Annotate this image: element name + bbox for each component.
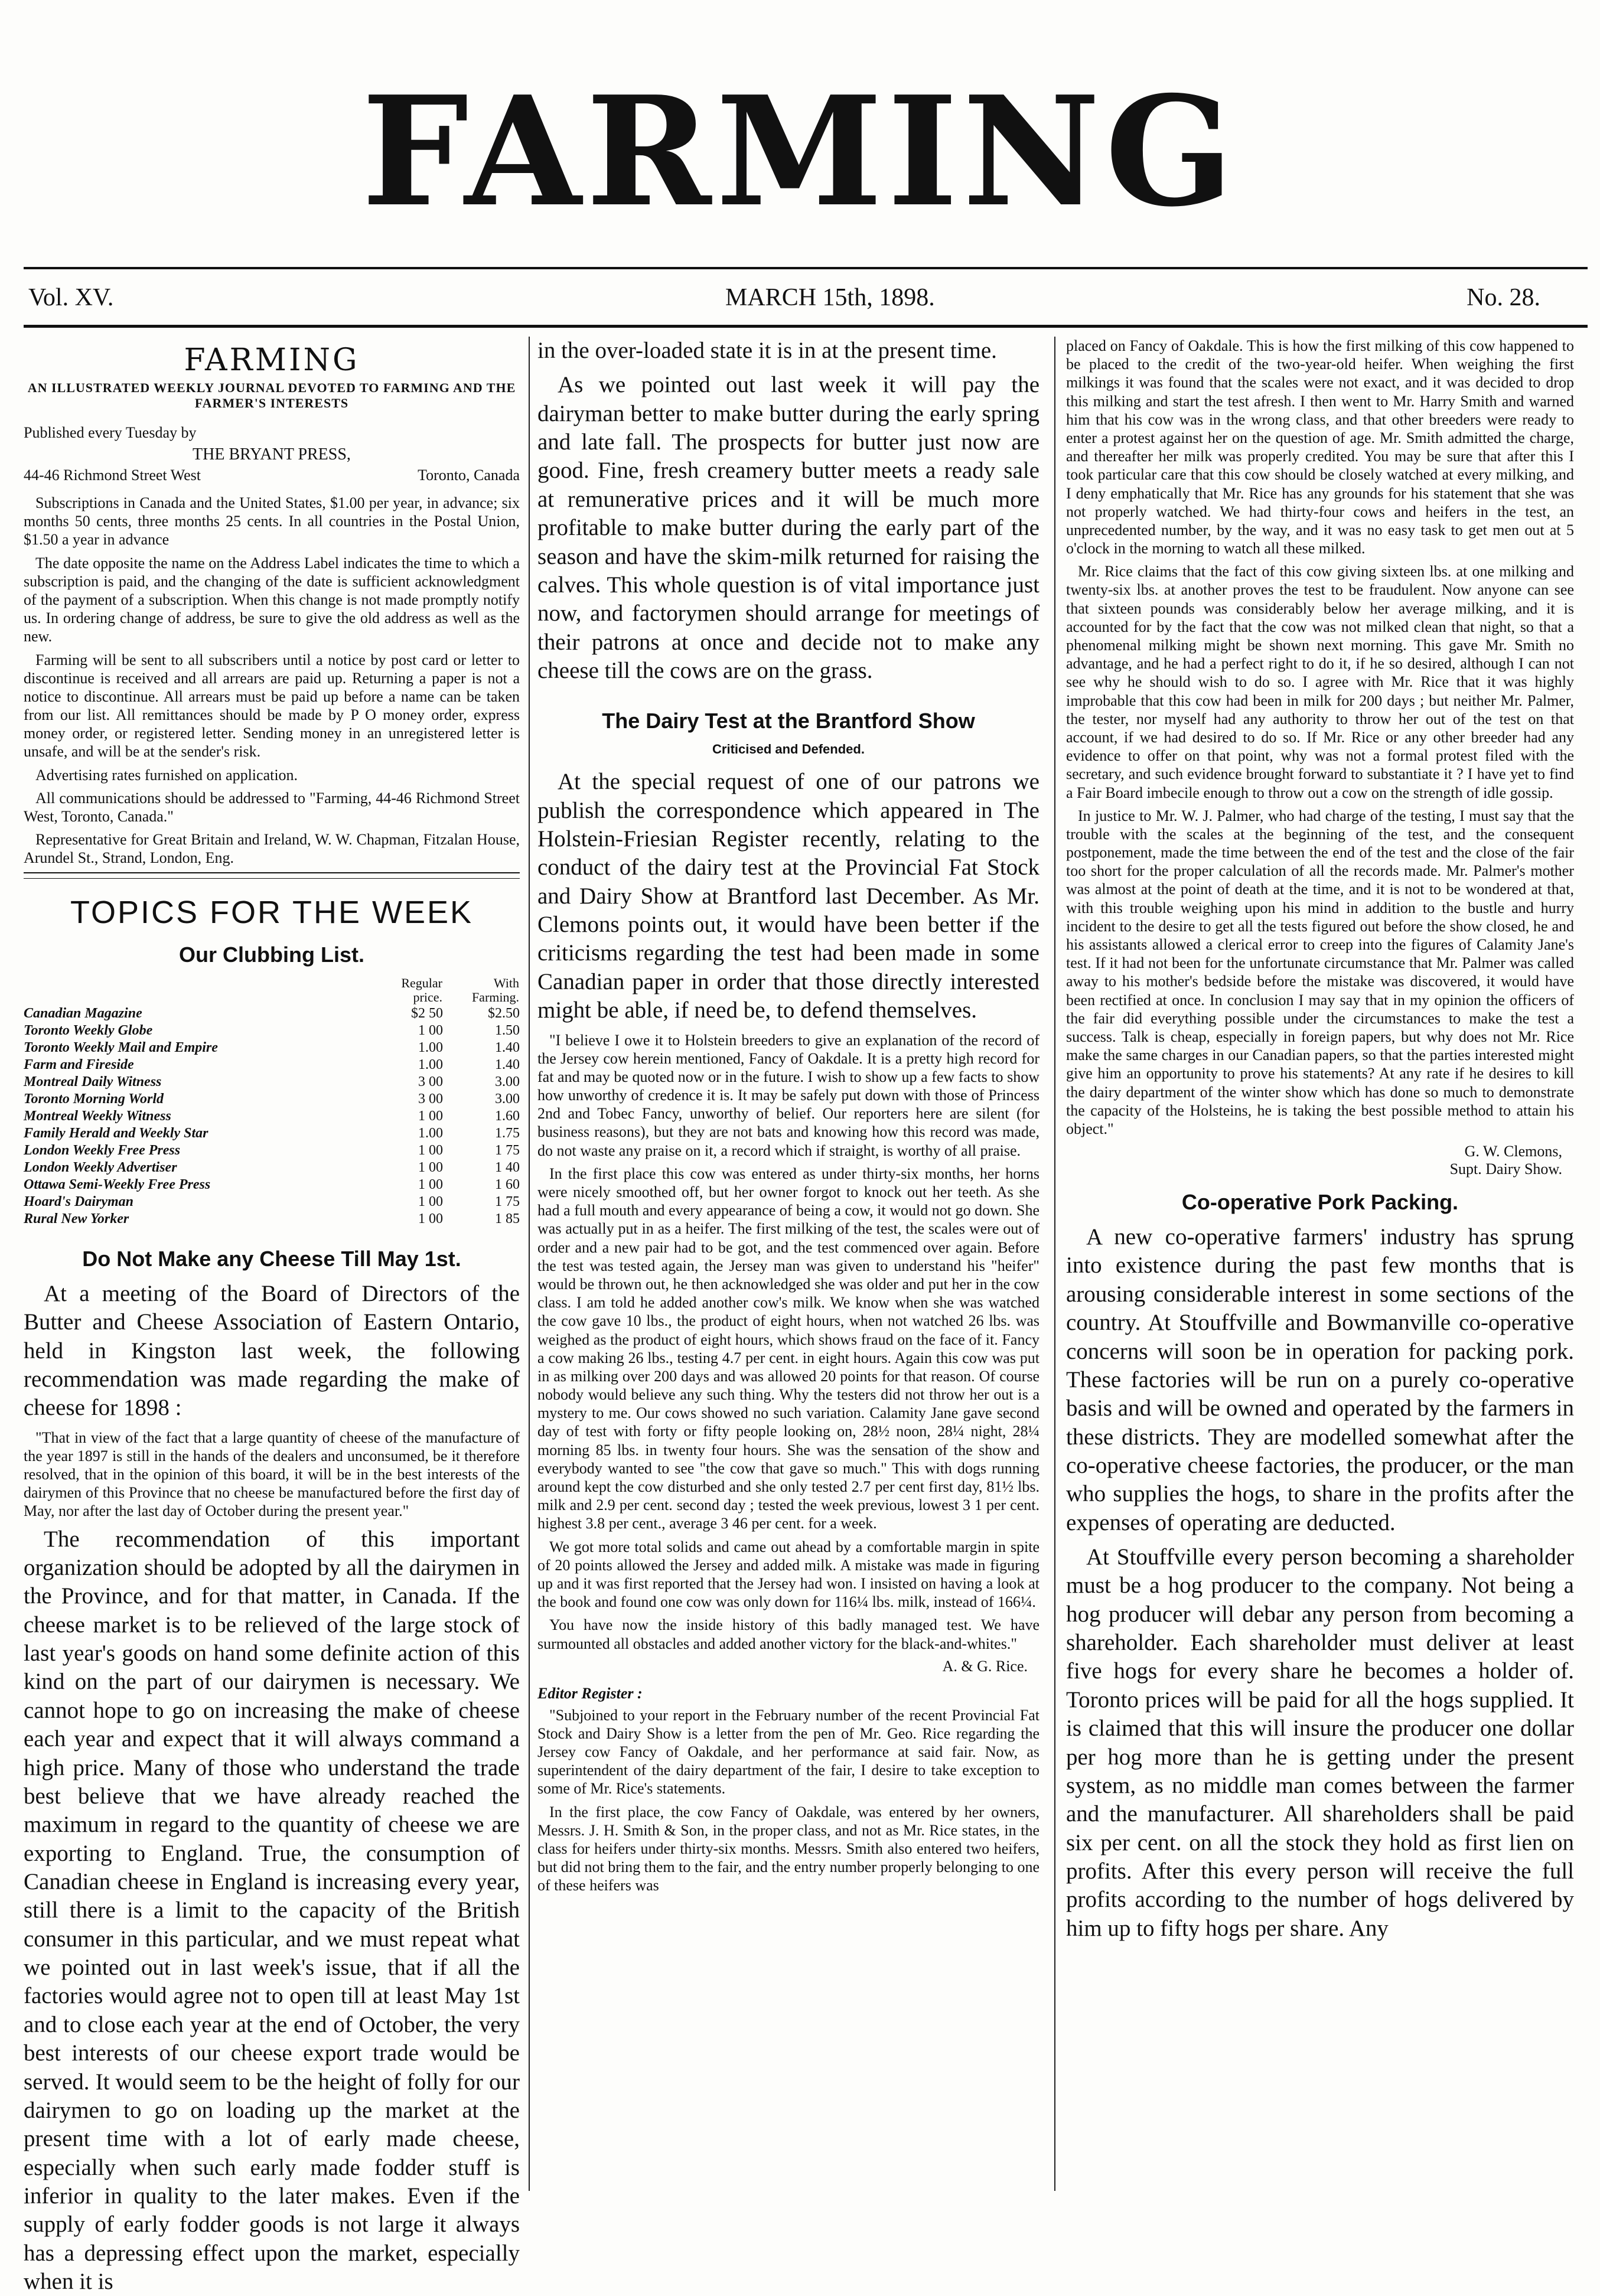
communications-note: All communications should be addressed to "Farming, 44-46 Richmond Street West, Toronto, Canada." bbox=[24, 789, 520, 825]
regular-price: 1 00 bbox=[418, 1159, 443, 1175]
cheese-body: The recommendation of this important organization should be adopted by all the dairymen in the Province, and for that matter, in Canada. If the cheese market is to be relieved of the large stock of last year's goods on hand some definite action of this kind on the part of our dairymen is necessary. We cannot hope to go on increasing the make of cheese each year and expect that it will always command a high price. Many of those who understand the trade best believe that we have already reached the maximum in regard to the quantity of cheese we are exporting to England. True, the consumption of Canadian cheese in England is increasing every year, still there is a limit to the capacity of the British consumer in this particular, and we must repeat what we pointed out in last week's issue, that if all the factories would agree not to open till at least May 1st and to close each year at the end of October, the very best interests of our cheese export trade would be served. It would seem to be the height of folly for our dairymen to go on loading up the market at the present time with a lot of early made cheese, especially when such early made fodder stuff is inferior in quality to the later makes. Even if the supply of early fodder goods is not large it always has a depressing effect upon the market, especially when it is bbox=[24, 1526, 520, 2295]
press-city: Toronto, Canada bbox=[418, 467, 520, 484]
regular-price: 1 00 bbox=[418, 1108, 443, 1124]
publication-name: Toronto Weekly Mail and Empire bbox=[24, 1039, 218, 1055]
column-1 bbox=[24, 337, 520, 2295]
clubbing-row bbox=[24, 1022, 520, 1039]
cheese-butter-paragraph: As we pointed out last week it will pay the dairyman better to make butter during the early spring and late fall. The prospects for butter just now are good. Fine, fresh creamery butter meets a ready sale at remunerative prices and it will be much more profitable to make butter during the early part of the season and have the skim-milk returned for raising the calves. This whole question is of vital importance just now, and factorymen should arrange for meetings of their patrons at once and decide not to make any cheese till the cows are on the grass. bbox=[537, 372, 1039, 683]
column-divider bbox=[1054, 337, 1055, 2191]
top-rule bbox=[24, 267, 1588, 269]
dairy-intro: At the special request of one of our patrons we publish the correspondence which appeared in The Holstein-Friesian Register recently, relating to the conduct of the dairy test at the Provincial Fat Stock and Dairy Show at Brantford last December. As Mr. Clemons points out, it would have been better if the criticisms regarding the test had been made in some Canadian paper in order that those directly interested might be able, if need be, to defend themselves. bbox=[537, 769, 1039, 1023]
with-farming-price: 1.50 bbox=[495, 1022, 520, 1038]
clubbing-row bbox=[24, 1005, 520, 1022]
dateline-rule bbox=[24, 325, 1588, 328]
topics-heading: TOPICS FOR THE WEEK bbox=[70, 894, 474, 930]
volume-number: Vol. XV. bbox=[28, 284, 114, 311]
with-farming-price: 1.75 bbox=[495, 1125, 520, 1141]
cheese-resolution: "That in view of the fact that a large quantity of cheese of the manufacture of the year 1897 is still in the hands of the dealers and unconsumed, be it therefore resolved, that in the opinion of this board, it will be in the best interests of the dairymen of this Province that no cheese be manufactured before the first day of May, nor after the last day of October during the present year." bbox=[24, 1429, 520, 1520]
clubbing-row bbox=[24, 1108, 520, 1125]
press-address bbox=[24, 467, 520, 484]
press-street: 44-46 Richmond Street West bbox=[24, 467, 201, 484]
column-2 bbox=[537, 337, 1039, 2197]
clubbing-row bbox=[24, 1074, 520, 1091]
pork-stouffville: At Stouffville every person becoming a shareholder must be a hog producer to the company. Not being a hog producer will debar any person from becoming a shareholder. Each shareholder must deliver at least five hogs for every share he becomes a holder of. Toronto prices will be paid for all the hogs supplied. It is claimed that this will insure the producer one dollar per hog more than he is getting under the present system, as no middle man comes between the farmer and the manufacturer. All shareholders shall be paid six per cent. on all the stock they hold as first lien on profits. After this every person will receive the full profits according to the number of hogs delivered by him up to fifty hogs per share. Any bbox=[1066, 1544, 1574, 1941]
editor-label: Editor Register : bbox=[537, 1684, 643, 1702]
clemons-letter-3: placed on Fancy of Oakdale. This is how the first milking of this cow happened to be placed to the credit of the two-year-old heifer. When weighing the first milkings it was found that the scales were not exact, and it was decided to drop this milking and start the test afresh. I then went to Mr. Harry Smith and warned him that his cow was in the wrong class, and that other breeders were ready to enter a protest against her on the question of age. Mr. Smith admitted the charge, and thereafter her milk was properly credited. You may be sure that after this I took particular care that this cow should be closely watched at every milking, and I deny emphatically that Mr. Rice has any grounds for his statement that she was not properly watched. We had thirty-four cows and heifers in the test, an unprecedented number, by the way, and it was no easy task to get men out at 5 o'clock in the morning to watch all these milked. bbox=[1066, 337, 1574, 557]
clubbing-table bbox=[24, 976, 520, 1228]
clubbing-heading: Our Clubbing List. bbox=[179, 942, 364, 967]
dairy-subheading: Criticised and Defended. bbox=[712, 742, 865, 757]
issue-date: MARCH 15th, 1898. bbox=[725, 284, 935, 311]
with-farming-price: 1 40 bbox=[495, 1159, 520, 1175]
regular-price: 1.00 bbox=[418, 1039, 443, 1055]
issue-number: No. 28. bbox=[1467, 284, 1540, 311]
dairy-heading: The Dairy Test at the Brantford Show bbox=[602, 709, 975, 733]
clemons-title: Supt. Dairy Show. bbox=[1449, 1160, 1562, 1178]
advertising-note: Advertising rates furnished on application. bbox=[35, 766, 298, 784]
column-divider bbox=[529, 337, 530, 2191]
column-3 bbox=[1066, 337, 1574, 2197]
rice-letter-1: "I believe I owe it to Holstein breeders to give an explanation of the record of the Jersey cow herein mentioned, Fancy of Oakdale. It is a pretty high record for fat and may be quoted now or in the future. I wish to show up a few facts to show how unworthy of credence it is. It may be safely put down with those of Princess 2nd and Tobec Fancy, unworthy of belief. Our reporters here are silent (for business reasons), but they are not bats and knowing how this record was made, do not waste any praise on it, a record which if straight, is worthy of all praise. bbox=[537, 1031, 1039, 1159]
clubbing-row bbox=[24, 1039, 520, 1056]
subscription-rates: Subscriptions in Canada and the United States, $1.00 per year, in advance; six months 50 cents, three months 25 cents. In all countries in the Postal Union, $1.50 a year in advance bbox=[24, 494, 520, 549]
publication-name: Rural New Yorker bbox=[24, 1211, 129, 1227]
with-farming-price: 1.40 bbox=[495, 1056, 520, 1072]
clubbing-row bbox=[24, 1125, 520, 1142]
col-with: With Farming. bbox=[471, 975, 519, 1004]
regular-price: $2 50 bbox=[411, 1005, 443, 1021]
published-line: Published every Tuesday by bbox=[24, 424, 197, 441]
with-farming-price: 1 75 bbox=[495, 1142, 520, 1158]
rice-letter-3: We got more total solids and came out ahead by a comfortable margin in spite of 20 points allowed the Jersey and added milk. A mistake was made in figuring up and it was first reported that the Jersey had won. I insisted on having a look at the book and found one cow was only down for 116¼ lbs. milk, instead of 166¼. bbox=[537, 1538, 1039, 1611]
representative-note: Representative for Great Britain and Ireland, W. W. Chapman, Fitzalan House, Arundel St., Strand, London, Eng. bbox=[24, 831, 520, 867]
regular-price: 1.00 bbox=[418, 1125, 443, 1141]
clubbing-row bbox=[24, 1159, 520, 1176]
regular-price: 1 00 bbox=[418, 1193, 443, 1209]
publication-name: Farm and Fireside bbox=[24, 1056, 134, 1072]
section-rule bbox=[24, 872, 520, 873]
publication-name: Family Herald and Weekly Star bbox=[24, 1125, 208, 1141]
with-farming-price: 1.60 bbox=[495, 1108, 520, 1124]
press-name: THE BRYANT PRESS, bbox=[193, 445, 351, 464]
with-farming-price: 3.00 bbox=[495, 1091, 520, 1107]
discontinue-note: Farming will be sent to all subscribers until a notice by post card or letter to discontinue is received and all arrears are paid up. Returning a paper is not a notice to discontinue. All arrears must be paid up before a name can be taken from our list. All remittances should be made by P O money order, express money order, or registered letter. Sending money in an unregistered letter is unsafe, and will be at the sender's risk. bbox=[24, 651, 520, 761]
clubbing-row bbox=[24, 1142, 520, 1159]
publisher-title: FARMING bbox=[184, 343, 360, 378]
rice-letter-4: You have now the inside history of this badly managed test. We have surmounted all obstacles and added another victory for the black-and-whites." bbox=[537, 1616, 1039, 1652]
col-regular: Regular price. bbox=[401, 975, 442, 1004]
clemons-letter-4: Mr. Rice claims that the fact of this cow giving sixteen lbs. at one milking and twenty-six lbs. at another proves the test to be fraudulent. Now anyone can see that sixteen pounds was considerably below her average milking, and it is accounted for by the fact that the cow was not milked clean that night, so that a phenomenal milking might be shown next morning. This gave Mr. Smith no advantage, and he had a perfect right to do it, if he so desired, although I can not see why he should wish to do so. I agree with Mr. Rice that it was highly improbable that this cow had been in milk for 200 days ; but neither Mr. Palmer, the tester, nor myself had any authority to throw her out of the test on that account, if we had desired to do so. If Mr. Rice or any other breeder had any evidence to offer on that point, why was not a formal protest filed with the secretary, and such evidence brought forward to substantiate it ? I have yet to find a Fair Board imbecile enough to throw out a cow on the strength of idle gossip. bbox=[1066, 563, 1574, 801]
clemons-letter-5: In justice to Mr. W. J. Palmer, who had charge of the testing, I must say that the trouble with the scales at the beginning of the test, and the consequent postponement, made the time between the end of the test and the close of the fair too short for the proper calculation of all the records made. Mr. Palmer's mother was almost at the point of death at the time, and it is not to be wondered at that, with this trouble weighing upon his mind in addition to the bustle and hurry incident to the desire to get all the tests figured out before the show closed, he and his assistants allowed a clerical error to creep into the figures of Calamity Jane's test. If it had not been for the unfortunate circumstance that Mr. Palmer was called away to his mother's bedside before the mistake was discovered, it would have been rectified at once. In conclusion I may say that in my opinion the officers of the fair did everything possible under the circumstances to make the test a success. Talk is cheap, especially in foreign papers, but why does not Mr. Rice make the same charges in our Canadian papers, so that the parties interested might give him an opportunity to prove his statements? At any rate if he desires to kill the dairy department of the winter show which has done so much to demonstrate the capacity of the Holsteins, he is taking the best possible method to attain his object." bbox=[1066, 807, 1574, 1137]
clubbing-row bbox=[24, 1091, 520, 1108]
pork-heading: Co-operative Pork Packing. bbox=[1181, 1190, 1459, 1215]
clubbing-row bbox=[24, 1176, 520, 1193]
clemons-signature: G. W. Clemons, bbox=[1464, 1143, 1562, 1160]
regular-price: 1 00 bbox=[418, 1142, 443, 1158]
pork-intro: A new co-operative farmers' industry has sprung into existence during the past few months that is arousing considerable interest in some sections of the country. At Stouffville and Bowmanville co-operative concerns will soon be in operation for packing pork. These factories will be run on a purely co-operative basis and will be owned and operated by the farmers in these districts. They are modelled somewhat after the co-operative cheese factories, the producer, or the man who supplies the hogs, to share in the profits after the expenses of operating are deducted. bbox=[1066, 1224, 1574, 1535]
rice-signature: A. & G. Rice. bbox=[942, 1657, 1028, 1675]
publication-name: Canadian Magazine bbox=[24, 1005, 142, 1021]
with-farming-price: 3.00 bbox=[495, 1074, 520, 1090]
section-rule bbox=[24, 878, 520, 879]
regular-price: 1 00 bbox=[418, 1022, 443, 1038]
regular-price: 1.00 bbox=[418, 1056, 443, 1072]
clemons-letter-1: "Subjoined to your report in the February number of the recent Provincial Fat Stock and Dairy Show is a letter from the pen of Mr. Geo. Rice regarding the Jersey cow Fancy of Oakdale, and her performance at said fair. Now, as superintendent of the dairy department of the fair, I desire to take exception to some of Mr. Rice's statements. bbox=[537, 1706, 1039, 1798]
cheese-intro: At a meeting of the Board of Directors of the Butter and Cheese Association of Eastern Ontario, held in Kingston last week, the following recommendation was made regarding the make of cheese for 1898 : bbox=[24, 1280, 520, 1421]
clubbing-row bbox=[24, 1211, 520, 1228]
with-farming-price: 1.40 bbox=[495, 1039, 520, 1055]
cheese-continued: in the over-loaded state it is in at the present time. bbox=[537, 338, 997, 363]
publisher-subtitle: AN ILLUSTRATED WEEKLY JOURNAL DEVOTED TO FARMING AND THE FARMER'S INTERESTS bbox=[27, 380, 516, 410]
publication-name: London Weekly Advertiser bbox=[24, 1159, 177, 1175]
dateline bbox=[28, 283, 1564, 319]
with-farming-price: 1 85 bbox=[495, 1211, 520, 1227]
regular-price: 1 00 bbox=[418, 1211, 443, 1227]
cheese-heading: Do Not Make any Cheese Till May 1st. bbox=[82, 1246, 461, 1271]
regular-price: 3 00 bbox=[418, 1074, 443, 1090]
address-label-note: The date opposite the name on the Address Label indicates the time to which a subscription is paid, and the changing of the date is sufficient acknowledgment of the payment of a subscription. When this change is not made promptly notify us. In ordering change of address, be sure to give the old address as well as the new. bbox=[24, 554, 520, 645]
masthead: FARMING bbox=[361, 64, 1239, 240]
publication-name: Montreal Daily Witness bbox=[24, 1074, 162, 1090]
publication-name: Montreal Weekly Witness bbox=[24, 1108, 171, 1124]
with-farming-price: 1 75 bbox=[495, 1193, 520, 1209]
publication-name: London Weekly Free Press bbox=[24, 1142, 181, 1158]
regular-price: 3 00 bbox=[418, 1091, 443, 1107]
rice-letter-2: In the first place this cow was entered as under thirty-six months, her horns were nicely smoothed off, but her owner forgot to knock out her teeth. As she had a full mouth and every appearance of being a cow, it would not go down. She was actually put in as a heifer. The first milking of the test, the scales were out of order and a new pair had to be got, and the test commenced over again. Before the test was tested again, the Jersey man was given to understand his "heifer" would be thrown out, he then acknowledged she was older and put her in the cow class. I am told he added another cow's milk. We know when she was watched the cow gave 10 lbs., the product of eight hours, when not watched 26 lbs. was weighed as the product of eight hours, which shows fraud on the face of it. Fancy a cow making 26 lbs., testing 4.7 per cent. in eight hours. Again this cow was put in as milking over 200 days and was allowed 20 points for that reason. Of course nobody would believe any such thing. Why the testers did not throw her out is a mystery to me. Our cows showed no such variation. Calamity Jane gave second day of test with forty or fifty people looking on, 28½ noon, 28¼ night, 28¼ morning 85 lbs. in twenty four hours. She was the sensation of the show and everybody wanted to see "the cow that gave so much." This with dogs running around kept the cow disturbed and she only tested 2.7 per cent first day, 81½ lbs. milk and 2.9 per cent. second day ; tested the week previous, lowest 3 1 per cent. highest 3.8 per cent., average 3 46 per cent. for a week. bbox=[537, 1165, 1039, 1532]
with-farming-price: $2.50 bbox=[488, 1005, 520, 1021]
with-farming-price: 1 60 bbox=[495, 1176, 520, 1192]
clemons-letter-2: In the first place, the cow Fancy of Oakdale, was entered by her owners, Messrs. J. H. Smith & Son, in the proper class, and not as Mr. Rice states, in the class for heifers under thirty-six months. Messrs. Smith also entered two heifers, but did not bring them to the fair, and the entry number properly belonging to one of these heifers was bbox=[537, 1803, 1039, 1894]
regular-price: 1 00 bbox=[418, 1176, 443, 1192]
publication-name: Ottawa Semi-Weekly Free Press bbox=[24, 1176, 211, 1192]
publication-name: Toronto Weekly Globe bbox=[24, 1022, 153, 1038]
publication-name: Toronto Morning World bbox=[24, 1091, 164, 1107]
clubbing-row bbox=[24, 1193, 520, 1211]
clubbing-row bbox=[24, 1056, 520, 1074]
publication-name: Hoard's Dairyman bbox=[24, 1193, 134, 1209]
